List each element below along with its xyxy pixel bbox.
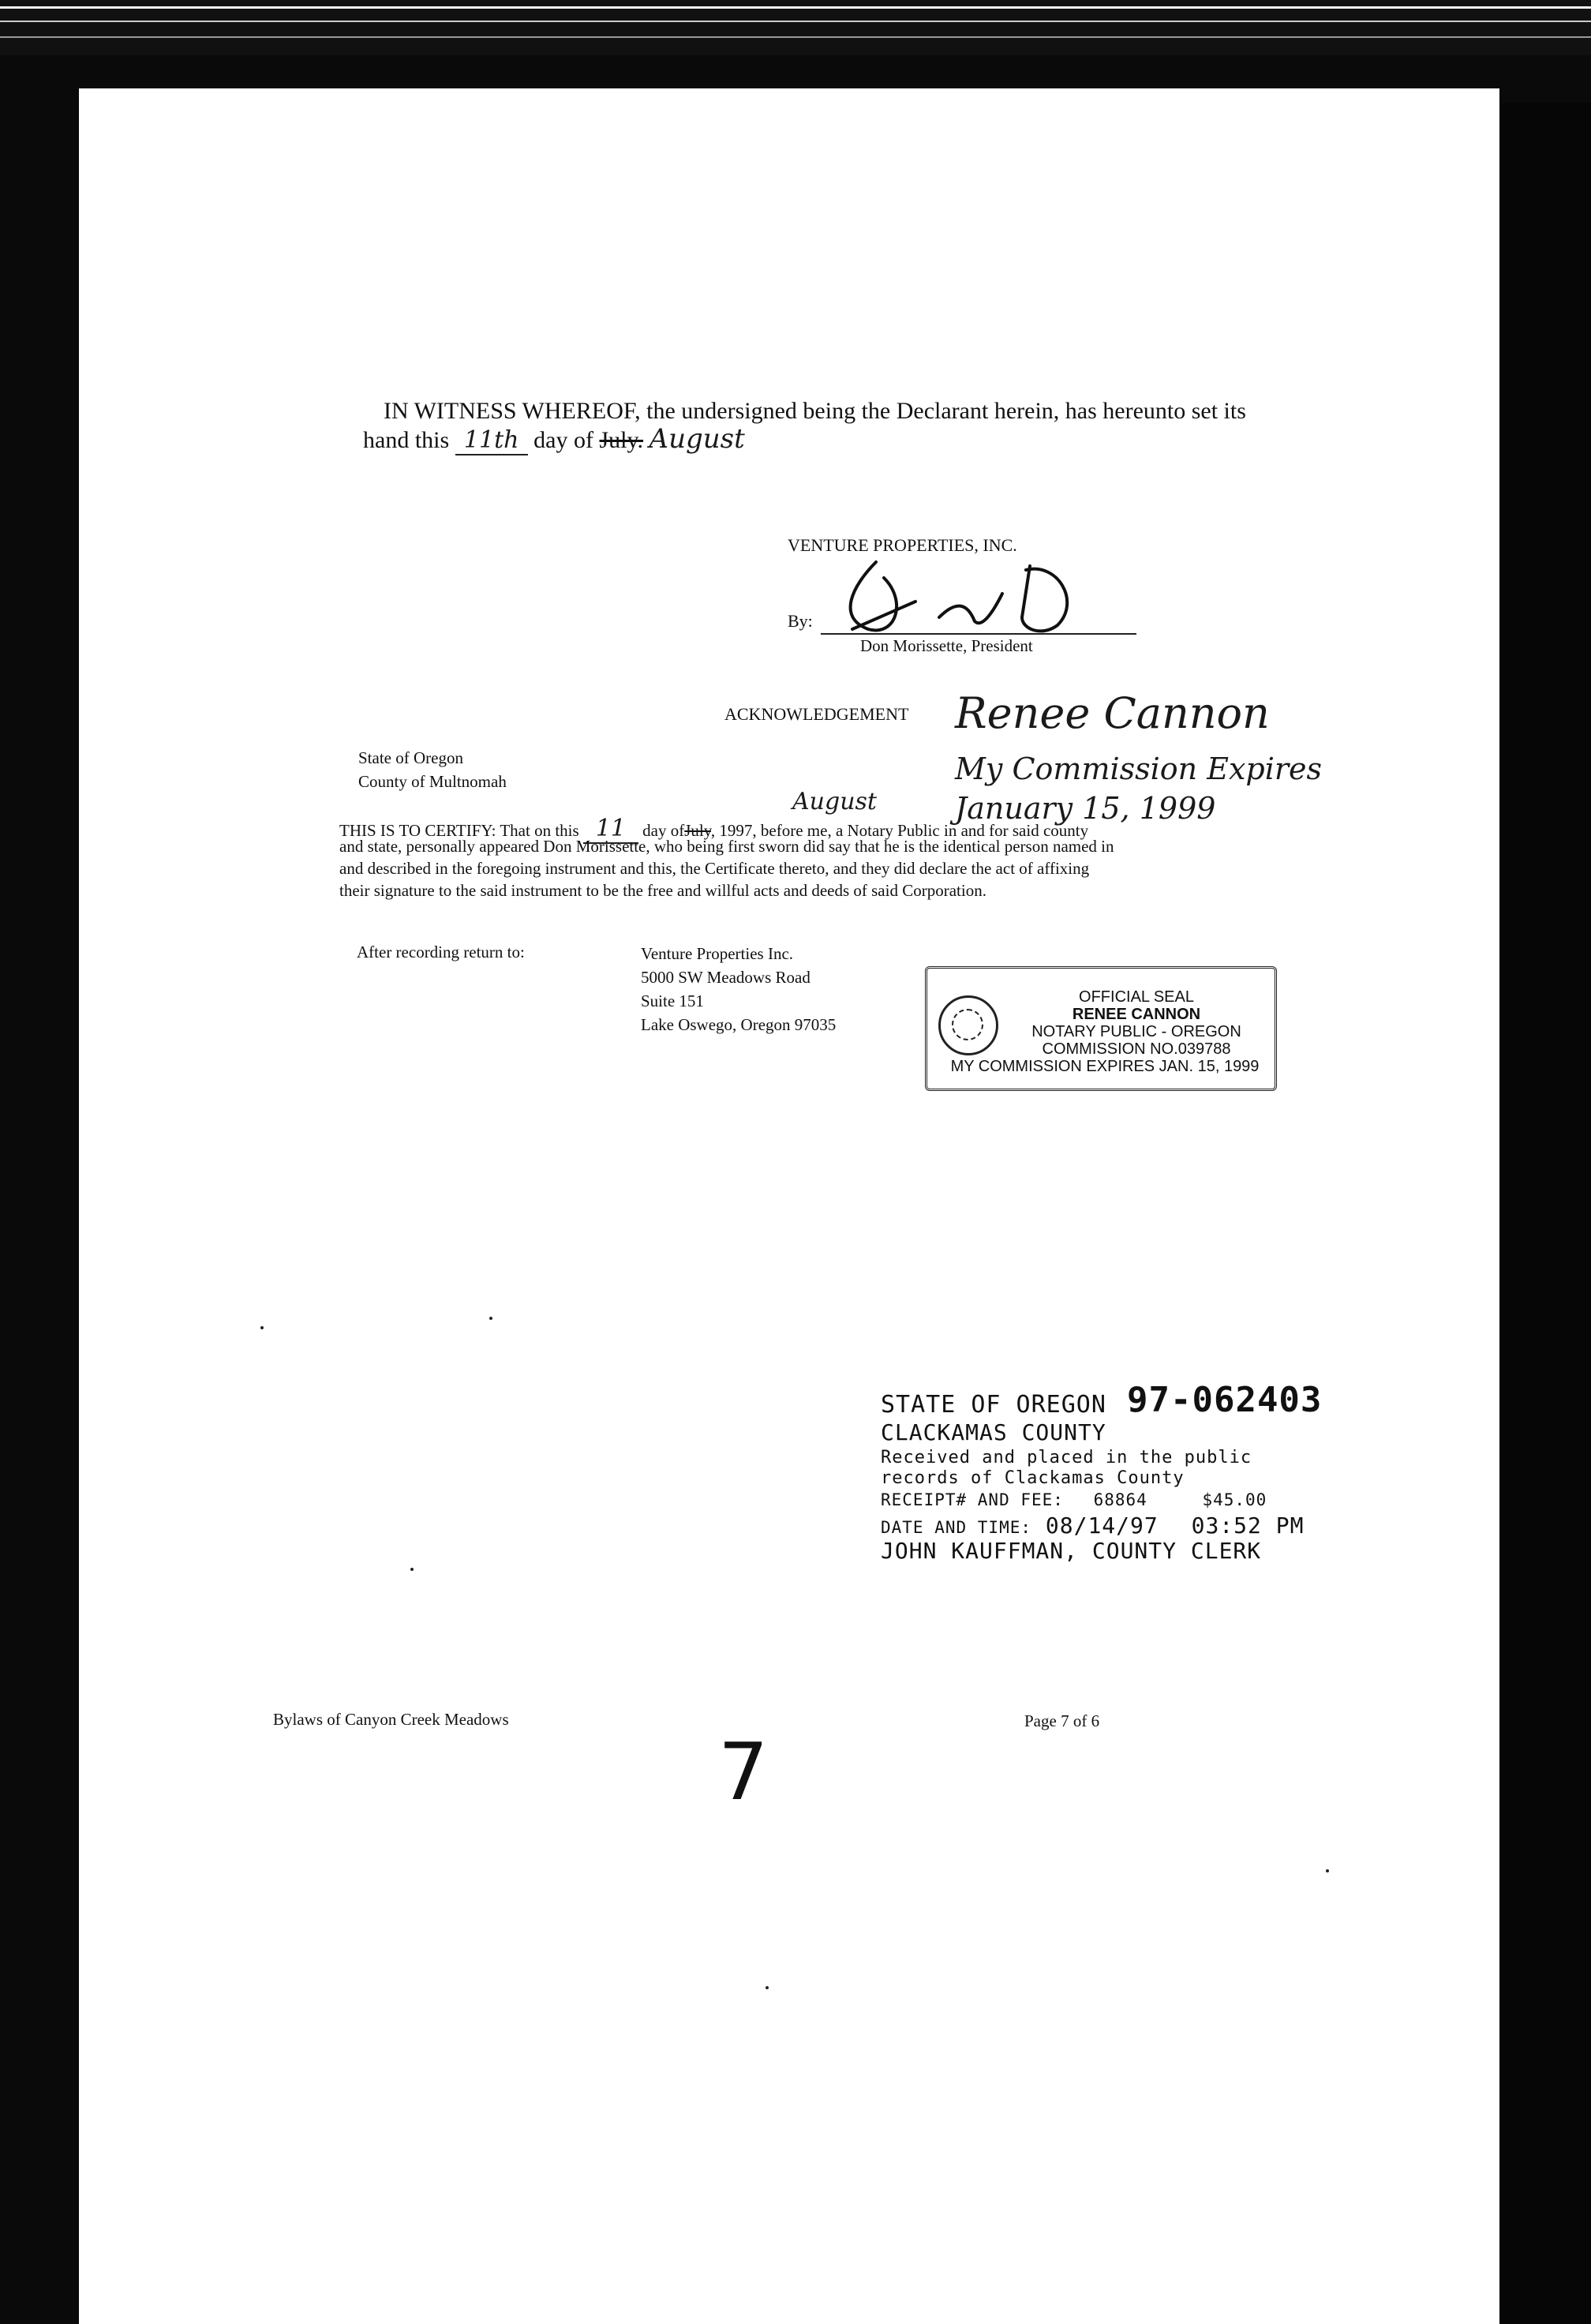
certify-line-2: and state, personally appeared Don Morissette, who being first sworn did say that he is the identical person named in xyxy=(339,837,1114,856)
seal-line-4: COMMISSION NO.039788 xyxy=(1042,1040,1231,1058)
scan-speck xyxy=(1326,1869,1329,1872)
seal-line-2: RENEE CANNON xyxy=(1072,1006,1201,1023)
certify-month-struck: July xyxy=(684,821,711,840)
recording-receipt: RECEIPT# AND FEE: 68864 $45.00 xyxy=(881,1490,1267,1509)
recording-received-1: Received and placed in the public xyxy=(881,1448,1252,1467)
acknowledgement-heading: ACKNOWLEDGEMENT xyxy=(724,704,909,724)
recording-county: CLACKAMAS COUNTY xyxy=(881,1419,1106,1445)
recording-number: 97-062403 xyxy=(1127,1380,1323,1420)
footer-page-number: Page 7 of 6 xyxy=(1024,1711,1100,1730)
footer-document-title: Bylaws of Canyon Creek Meadows xyxy=(273,1710,509,1729)
scan-right-edge xyxy=(1492,103,1591,2324)
return-line-1: Venture Properties Inc. xyxy=(641,944,794,963)
signer-name: Don Morissette, President xyxy=(860,636,1033,655)
president-signature-mark xyxy=(821,554,1105,641)
certify-line-3: and described in the foregoing instrument and this, the Certificate thereto, and they did declare the act of affixing xyxy=(339,859,1090,878)
witness-day-value: 11th xyxy=(455,426,528,455)
recording-state: STATE OF OREGON xyxy=(881,1391,1106,1419)
scan-top-border xyxy=(0,0,1591,55)
seal-line-3: NOTARY PUBLIC - OREGON xyxy=(1031,1023,1241,1040)
return-label: After recording return to: xyxy=(357,943,525,961)
recording-datetime: DATE AND TIME: 08/14/97 03:52 PM xyxy=(881,1512,1305,1539)
commission-note-2: January 15, 1999 xyxy=(955,791,1216,826)
seal-line-5: MY COMMISSION EXPIRES JAN. 15, 1999 xyxy=(950,1058,1260,1075)
certify-day: 11 xyxy=(583,815,638,844)
recording-clerk: JOHN KAUFFMAN, COUNTY CLERK xyxy=(881,1538,1262,1564)
scan-speck xyxy=(489,1317,492,1320)
scan-speck xyxy=(260,1326,264,1329)
by-label: By: xyxy=(788,611,813,631)
witness-line-2: hand this 11th day of July. August xyxy=(363,423,745,455)
scan-speck xyxy=(410,1568,414,1571)
witness-month-struck: July. xyxy=(599,427,644,453)
document-page xyxy=(79,88,1499,2324)
scan-speck xyxy=(766,1986,769,1989)
notary-signature: Renee Cannon xyxy=(955,688,1270,738)
recording-received-2: records of Clackamas County xyxy=(881,1468,1185,1488)
certify-line-1: THIS IS TO CERTIFY: That on this 11 day ofJuly, 1997, before me, a Notary Public in and for said county xyxy=(339,815,1089,842)
certify-line-4: their signature to the said instrument to be the free and willful acts and deeds of said Corporation. xyxy=(339,881,986,900)
venue-state: State of Oregon xyxy=(358,748,463,767)
handwritten-page-number: 7 xyxy=(718,1726,769,1818)
commission-note-1: My Commission Expires xyxy=(955,752,1323,786)
certify-month-handwritten: August xyxy=(792,788,877,815)
witness-line-1: IN WITNESS WHEREOF, the undersigned being the Declarant herein, has hereunto set its xyxy=(384,398,1246,424)
witness-month-handwritten: August xyxy=(649,423,745,455)
venue-county: County of Multnomah xyxy=(358,772,507,791)
company-name: VENTURE PROPERTIES, INC. xyxy=(788,535,1017,555)
return-line-2: 5000 SW Meadows Road xyxy=(641,968,810,987)
oregon-seal-icon xyxy=(938,995,998,1055)
return-line-3: Suite 151 xyxy=(641,991,704,1010)
seal-line-1: OFFICIAL SEAL xyxy=(1079,988,1194,1006)
notary-seal-stamp xyxy=(925,966,1277,1091)
return-line-4: Lake Oswego, Oregon 97035 xyxy=(641,1015,837,1034)
